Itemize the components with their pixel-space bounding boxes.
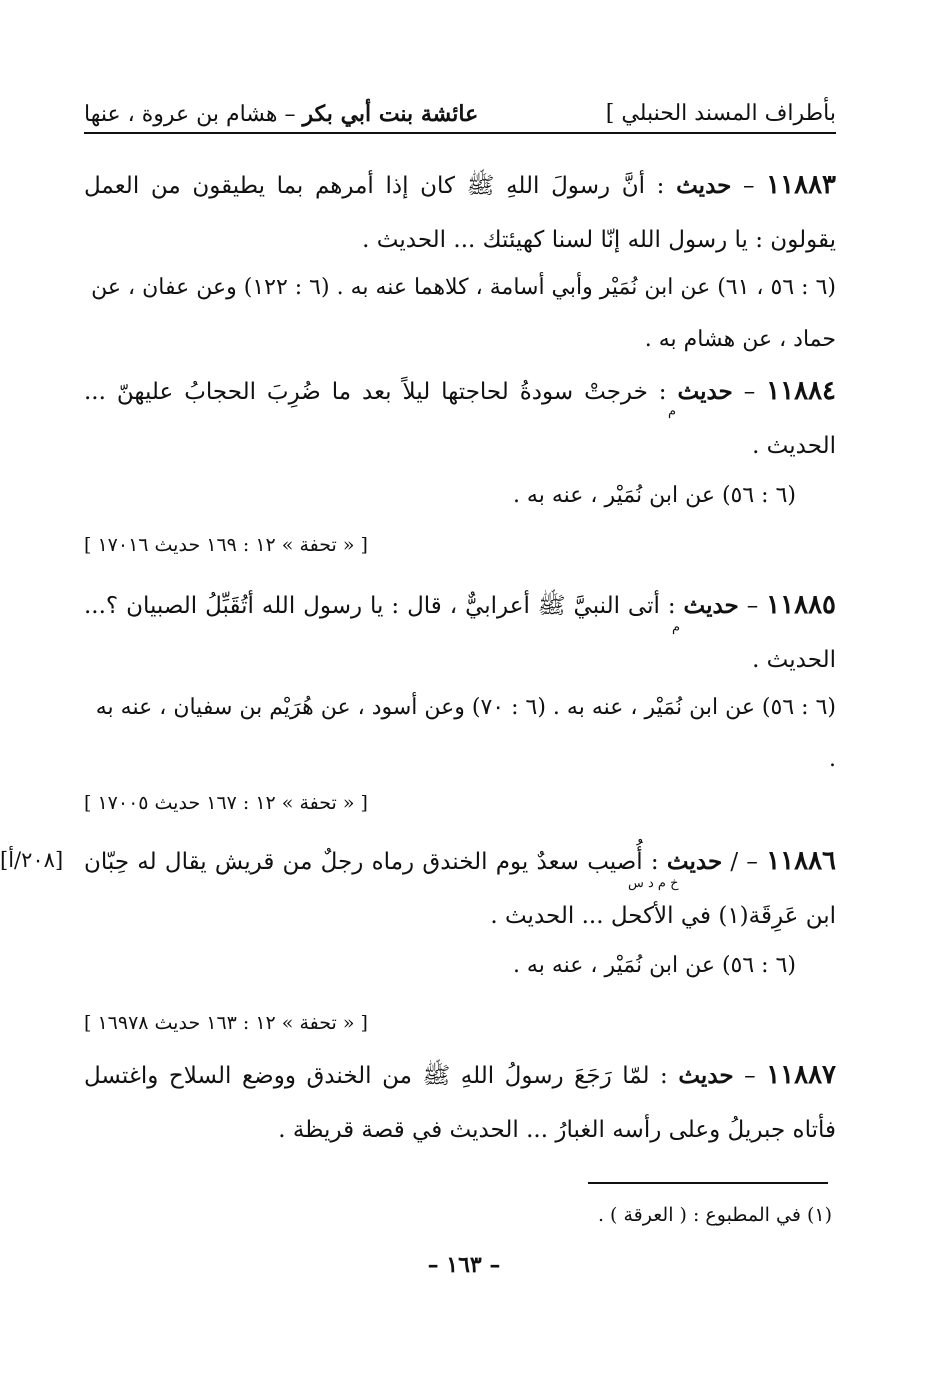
hadith-number: ١١٨٨٣ <box>766 170 836 200</box>
hadith-chain-11884: (٦ : ٥٦) عن ابن نُمَيْر ، عنه به . <box>512 483 796 508</box>
hadith-keyword: حديث <box>683 592 739 619</box>
hadith-chain-11885: (٦ : ٥٦) عن ابن نُمَيْر ، عنه به . (٦ : ٧٠) وعن أسود ، عن هُرَيْم بن سفيان ، عنه به . <box>95 695 836 772</box>
folio-margin-note: [٢٠٨/أ] <box>0 848 64 872</box>
hadith-chain-11886: (٦ : ٥٦) عن ابن نُمَيْر ، عنه به . <box>512 953 796 978</box>
hadith-keyword: حديث <box>676 172 732 199</box>
hadith-entry-11885 <box>84 578 836 687</box>
hadith-text: : أُصيب سعدٌ يوم الخندق رماه رجلٌ من قريش يقال له حِبّان ابن عَرِقَة(١) في الأكحل ... الحديث . <box>84 849 836 929</box>
hadith-keyword: حديث <box>677 378 733 405</box>
hadith-number: ١١٨٨٤ <box>766 376 836 406</box>
hadith-dash: – <box>738 593 767 619</box>
tuhfa-ref-11884: [ « تحفة » ١٢ : ١٦٩ حديث ١٧٠١٦ ] <box>84 534 368 556</box>
sigla-11886: خ م د س <box>628 876 679 891</box>
header-section-title <box>84 101 478 127</box>
hadith-text: : خرجتْ سودةُ لحاجتها ليلاً بعد ما ضُرِبَ الحجابُ عليهنّ ... الحديث . <box>84 379 836 459</box>
sigla-11884: م <box>668 404 677 419</box>
tuhfa-ref-11885: [ « تحفة » ١٢ : ١٦٧ حديث ١٧٠٠٥ ] <box>84 792 368 814</box>
hadith-dash: – <box>731 173 767 199</box>
hadith-entry-11886 <box>84 834 836 943</box>
hadith-entry-11884 <box>84 364 836 473</box>
hadith-dash: – <box>733 1063 767 1089</box>
hadith-text: : لمّا رَجَعَ رسولُ اللهِ ﷺ من الخندق ووضع السلاح واغتسل فأتاه جبريلُ وعلى رأسه الغبارُ ... الحديث في قصة قريظة . <box>84 1063 836 1143</box>
hadith-entry-11887 <box>84 1048 836 1157</box>
tuhfa-ref-11886: [ « تحفة » ١٢ : ١٦٣ حديث ١٦٩٧٨ ] <box>84 1012 368 1034</box>
header-book-title: بأطراف المسند الحنبلي ] <box>605 101 836 126</box>
running-header <box>84 95 836 133</box>
footnote-rule <box>588 1182 828 1184</box>
hadith-keyword: حديث <box>666 848 723 875</box>
hadith-entry-11883 <box>84 158 836 267</box>
sigla-11885: م <box>672 620 681 635</box>
header-rule <box>84 132 836 134</box>
hadith-number: ١١٨٨٧ <box>766 1060 837 1090</box>
hadith-text: : أتى النبيَّ ﷺ أعرابيٌّ ، قال : يا رسول الله أتُقَبِّلُ الصبيان ؟... الحديث . <box>84 593 836 673</box>
header-section-bold: عائشة بنت أبي بكر <box>302 101 479 127</box>
hadith-dash: – / <box>722 849 767 875</box>
footnote: (١) في المطبوع : ( العرقة ) . <box>597 1204 832 1226</box>
hadith-keyword: حديث <box>678 1062 734 1089</box>
hadith-dash: – <box>732 379 767 405</box>
hadith-chain-11883: (٦ : ٥٦ ، ٦١) عن ابن نُمَيْر وأبي أسامة ، كلاهما عنه به . (٦ : ١٢٢) وعن عفان ، عن حماد ، عن هشام به . <box>91 275 836 352</box>
header-section-rest: – هشام بن عروة ، عنها <box>84 102 303 127</box>
page-number: – ١٦٣ – <box>427 1252 501 1278</box>
hadith-number: ١١٨٨٦ <box>766 846 837 876</box>
hadith-number: ١١٨٨٥ <box>766 590 836 620</box>
hadith-text: : أنَّ رسولَ اللهِ ﷺ كان إذا أمرهم بما يطيقون من العمل يقولون : يا رسول الله إنّا لسنا كهيئتك ... الحديث . <box>84 173 836 253</box>
